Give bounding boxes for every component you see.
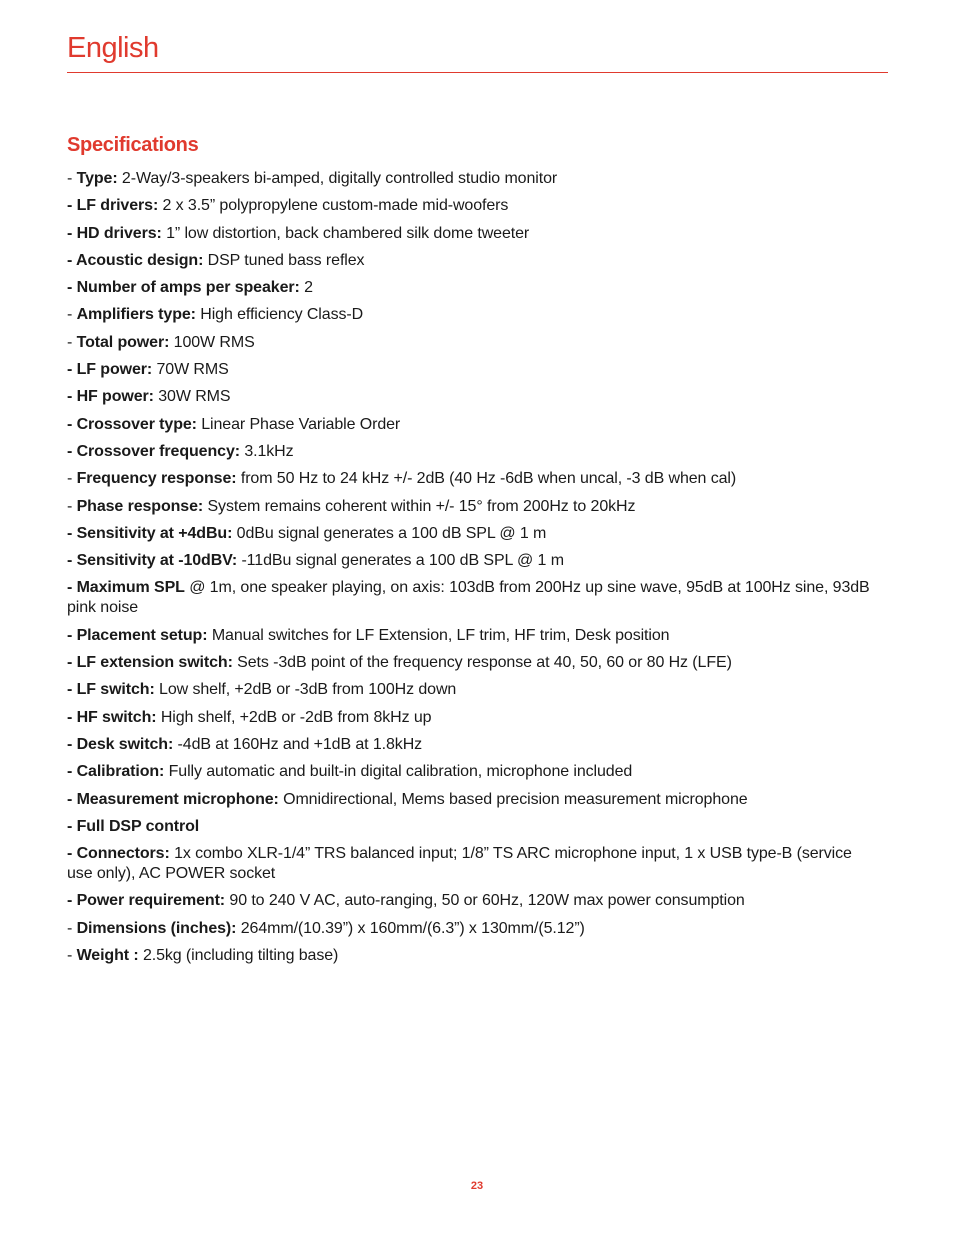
spec-dash: - xyxy=(67,681,77,699)
spec-value: Omnidirectional, Mems based precision measurement microphone xyxy=(278,790,748,808)
spec-value: Sets -3dB point of the frequency response at 40, 50, 60 or 80 Hz (LFE) xyxy=(232,654,732,672)
spec-dash: - xyxy=(67,224,77,242)
spec-value: 3.1kHz xyxy=(239,442,294,460)
spec-item xyxy=(67,578,877,618)
spec-item xyxy=(67,305,877,325)
spec-item xyxy=(67,708,877,728)
spec-value: 90 to 240 V AC, auto-ranging, 50 or 60Hz, 120W max power consumption xyxy=(225,892,745,910)
spec-value: 100W RMS xyxy=(169,333,255,351)
spec-dash: - xyxy=(67,845,77,863)
spec-label: Crossover frequency: xyxy=(76,442,240,460)
spec-label: Weight : xyxy=(76,947,139,965)
spec-item xyxy=(67,469,877,489)
spec-label: Total power: xyxy=(76,333,170,351)
spec-value: DSP tuned bass reflex xyxy=(203,251,365,269)
page-number: 23 xyxy=(470,1180,484,1192)
spec-item xyxy=(67,735,877,755)
spec-label: Amplifiers type: xyxy=(76,306,196,324)
spec-dash: - xyxy=(67,919,77,937)
spec-label: LF switch: xyxy=(76,681,155,699)
spec-dash: - xyxy=(67,170,77,187)
spec-item xyxy=(67,524,877,544)
spec-item xyxy=(67,891,877,911)
spec-item xyxy=(67,626,877,646)
section-heading: Specifications xyxy=(67,134,199,156)
spec-item xyxy=(67,169,877,189)
spec-dash: - xyxy=(67,790,77,808)
spec-value: 2.5kg (including tilting base) xyxy=(138,947,339,965)
spec-value: 1” low distortion, back chambered silk dome tweeter xyxy=(161,224,530,242)
spec-dash: - xyxy=(67,333,77,351)
spec-value: High shelf, +2dB or -2dB from 8kHz up xyxy=(156,708,432,726)
spec-dash: - xyxy=(67,279,77,297)
spec-value: @ 1m, one speaker playing, on axis: 103dB from 200Hz up sine wave, 95dB at 100Hz sine, 93dB pink noise xyxy=(67,579,874,617)
spec-label: HD drivers: xyxy=(76,224,162,242)
spec-dash: - xyxy=(67,626,77,644)
spec-item xyxy=(67,946,877,966)
spec-value: 2 x 3.5” polypropylene custom-made mid-woofers xyxy=(158,197,509,215)
spec-dash: - xyxy=(67,415,77,433)
spec-item xyxy=(67,360,877,380)
spec-label: Number of amps per speaker: xyxy=(76,279,300,297)
spec-item xyxy=(67,817,877,837)
spec-label: Sensitivity at -10dBV: xyxy=(76,552,238,570)
spec-label: LF power: xyxy=(76,361,153,379)
spec-item xyxy=(67,333,877,353)
spec-label: Crossover type: xyxy=(76,415,197,433)
spec-label: HF switch: xyxy=(76,708,157,726)
spec-dash: - xyxy=(67,361,77,379)
spec-item xyxy=(67,415,877,435)
spec-dash: - xyxy=(67,947,77,965)
spec-dash: - xyxy=(67,388,77,406)
spec-label: Phase response: xyxy=(76,497,204,515)
spec-value: 2 xyxy=(299,279,313,297)
spec-item xyxy=(67,844,877,884)
spec-value: 30W RMS xyxy=(153,388,231,406)
spec-item xyxy=(67,251,877,271)
spec-value: Fully automatic and built-in digital calibration, microphone included xyxy=(164,763,633,781)
spec-dash: - xyxy=(67,497,77,515)
spec-item xyxy=(67,497,877,517)
spec-value: High efficiency Class-D xyxy=(195,306,364,324)
spec-label: LF extension switch: xyxy=(76,654,233,672)
spec-label: Maximum SPL xyxy=(76,579,185,597)
header-divider xyxy=(67,72,888,73)
spec-label: Placement setup: xyxy=(76,626,208,644)
spec-label: LF drivers: xyxy=(76,197,159,215)
spec-dash: - xyxy=(67,579,77,597)
spec-value: 264mm/(10.39”) x 160mm/(6.3”) x 130mm/(5.12”) xyxy=(236,919,585,937)
spec-dash: - xyxy=(67,708,77,726)
spec-label: Dimensions (inches): xyxy=(76,919,237,937)
spec-item xyxy=(67,653,877,673)
spec-item xyxy=(67,551,877,571)
spec-label: Power requirement: xyxy=(76,892,226,910)
spec-item xyxy=(67,919,877,939)
spec-value: Linear Phase Variable Order xyxy=(196,415,401,433)
spec-dash: - xyxy=(67,654,77,672)
spec-dash: - xyxy=(67,552,77,570)
spec-item xyxy=(67,790,877,810)
spec-value: -4dB at 160Hz and +1dB at 1.8kHz xyxy=(173,735,423,753)
spec-value: from 50 Hz to 24 kHz +/- 2dB (40 Hz -6dB when uncal, -3 dB when cal) xyxy=(236,470,737,488)
spec-label: Full DSP control xyxy=(76,817,200,835)
spec-item xyxy=(67,442,877,462)
spec-label: Connectors: xyxy=(76,845,170,863)
spec-dash: - xyxy=(67,892,77,910)
spec-dash: - xyxy=(67,524,77,542)
spec-item xyxy=(67,680,877,700)
spec-item xyxy=(67,224,877,244)
spec-dash: - xyxy=(67,470,77,488)
spec-dash: - xyxy=(67,197,77,215)
spec-value: -11dBu signal generates a 100 dB SPL @ 1 m xyxy=(237,552,564,570)
spec-value: 1x combo XLR-1/4” TRS balanced input; 1/8” TS ARC microphone input, 1 x USB type-B (service use only), AC POWER socket xyxy=(67,845,857,883)
spec-dash: - xyxy=(67,735,77,753)
spec-value: 2-Way/3-speakers bi-amped, digitally controlled studio monitor xyxy=(117,170,558,187)
spec-label: Measurement microphone: xyxy=(76,790,279,808)
spec-value: System remains coherent within +/- 15° from 200Hz to 20kHz xyxy=(203,497,636,515)
spec-label: Acoustic design: xyxy=(75,251,204,269)
spec-dash: - xyxy=(67,306,77,324)
spec-item xyxy=(67,278,877,298)
spec-item xyxy=(67,196,877,216)
spec-value: 70W RMS xyxy=(152,361,229,379)
spec-dash: - xyxy=(67,817,77,835)
spec-label: Calibration: xyxy=(76,763,165,781)
spec-value: Low shelf, +2dB or -3dB from 100Hz down xyxy=(154,681,457,699)
spec-dash: - xyxy=(67,442,77,460)
spec-dash: - xyxy=(67,251,76,269)
spec-label: Desk switch: xyxy=(76,735,174,753)
spec-label: Frequency response: xyxy=(76,470,237,488)
spec-value: 0dBu signal generates a 100 dB SPL @ 1 m xyxy=(232,524,547,542)
spec-label: HF power: xyxy=(76,388,154,406)
spec-dash: - xyxy=(67,763,77,781)
spec-item xyxy=(67,387,877,407)
specifications-list xyxy=(67,169,877,973)
spec-label: Type: xyxy=(76,170,118,187)
spec-value: Manual switches for LF Extension, LF trim, HF trim, Desk position xyxy=(207,626,670,644)
spec-label: Sensitivity at +4dBu: xyxy=(76,524,233,542)
spec-item xyxy=(67,762,877,782)
page-language-title: English xyxy=(67,32,159,64)
